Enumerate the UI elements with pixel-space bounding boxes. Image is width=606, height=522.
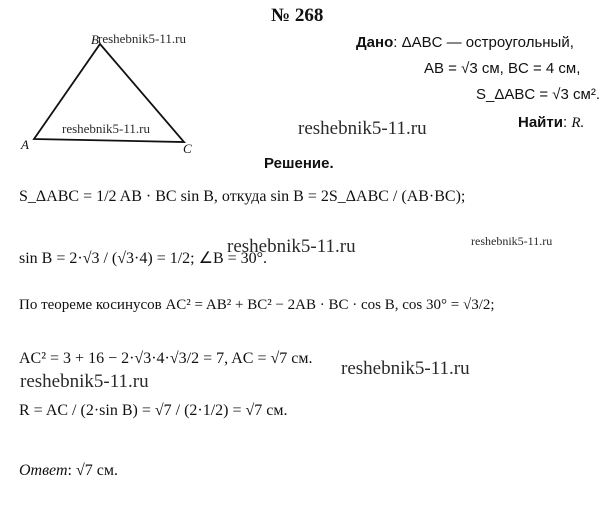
watermark-2: reshebnik5-11.ru (62, 121, 150, 136)
solution-title: Решение. (264, 155, 334, 172)
given-line-3: S_ΔABC = √3 см². (476, 86, 601, 103)
solution-step-4: AC² = 3 + 16 − 2·√3·4·√3/2 = 7, AC = √7 см. (19, 350, 313, 367)
answer-value: √7 см. (75, 462, 118, 479)
watermark-6: reshebnik5-11.ru (341, 358, 470, 379)
solution-step-2: sin B = 2·√3 / (√3·4) = 1/2; ∠B = 30°. (19, 250, 268, 267)
solution-step-1: S_ΔABC = 1/2 AB · BC sin B, откуда sin B = 2S_ΔABC / (AB·BC); (19, 188, 466, 205)
vertex-label-c: C (183, 141, 192, 156)
given-line-1: Дано: ΔABC — остроугольный, (356, 34, 574, 51)
find-value: R. (571, 115, 585, 131)
answer-line: Ответ: √7 см. (19, 462, 118, 479)
answer-label: Ответ (19, 462, 68, 479)
watermark-5: reshebnik5-11.ru (471, 234, 553, 248)
given-line-2: AB = √3 см, BC = 4 см, (424, 60, 581, 77)
solution-step-3: По теореме косинусов AC² = AB² + BC² − 2AB · BC · cos B, cos 30° = √3/2; (19, 297, 495, 313)
vertex-label-a: A (21, 137, 29, 152)
given-label: Дано (356, 34, 394, 51)
watermark-7: reshebnik5-11.ru (20, 371, 149, 392)
solution-step-5: R = AC / (2·sin B) = √7 / (2·1/2) = √7 см. (19, 402, 288, 419)
given-condition: ΔABC — остроугольный, (401, 34, 574, 51)
problem-number: № 268 (271, 5, 324, 26)
find-line: Найти: R. (518, 114, 585, 131)
vertex-label-b: B (91, 32, 99, 47)
watermark-4: reshebnik5-11.ru (227, 236, 356, 257)
find-label: Найти (518, 114, 563, 131)
watermark-1: reshebnik5-11.ru (98, 31, 186, 46)
watermark-3: reshebnik5-11.ru (298, 118, 427, 139)
